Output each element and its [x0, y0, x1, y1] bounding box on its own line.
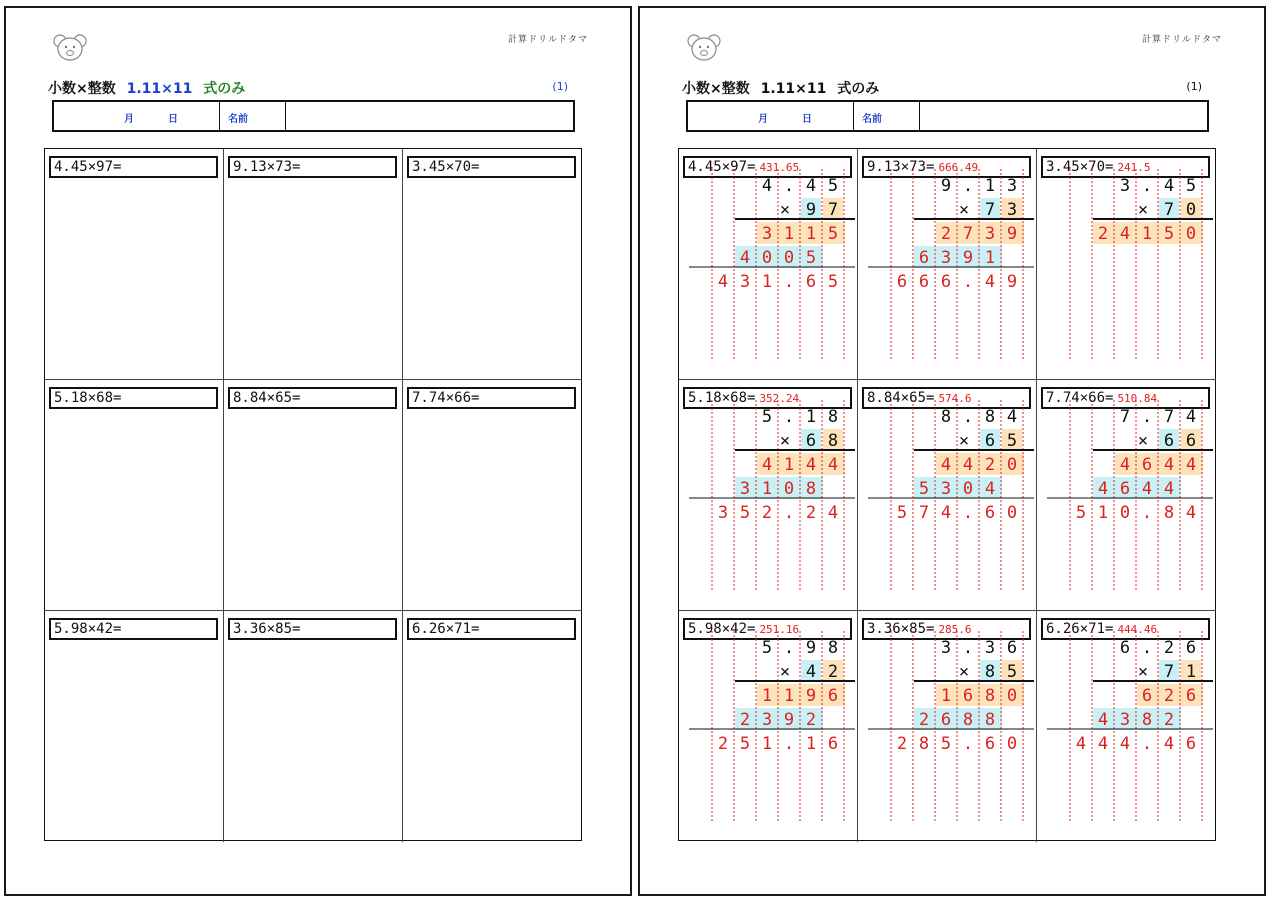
month-label: 月 [758, 114, 768, 125]
answer-text: 431.65 [759, 161, 800, 174]
multiplicand-digit: 3 [1119, 176, 1131, 196]
question-text: 9.13×73= [233, 159, 301, 175]
problem-cell [403, 380, 582, 611]
multiplicand-digit: 5 [827, 176, 839, 196]
times-sign: × [958, 662, 970, 682]
multiplicand-digit: 4 [1185, 407, 1197, 427]
partial-product-digit: 4 [1097, 710, 1109, 730]
partial-product-digit: 5 [805, 248, 817, 268]
multiplier-digit: 5 [1006, 431, 1018, 451]
problem-cell [45, 611, 224, 842]
answer-text: 574.6 [938, 392, 972, 405]
problem-question [228, 387, 397, 409]
partial-product-digit: 7 [962, 224, 974, 244]
question-text: 5.18×68= [54, 390, 122, 406]
problem-cell [1037, 611, 1216, 842]
partial-product-digit: 6 [918, 248, 930, 268]
partial-product-digit: 3 [940, 479, 952, 499]
partial-product-digit: 4 [1097, 479, 1109, 499]
multiplier-digit: 7 [1163, 200, 1175, 220]
problem-question [49, 387, 218, 409]
result-digit: 5 [739, 503, 751, 523]
partial-product-digit: 8 [962, 710, 974, 730]
title-range: 1.11×11 [760, 81, 827, 97]
answer-text: 241.5 [1117, 161, 1151, 174]
partial-product-digit: 3 [761, 710, 773, 730]
partial-product-digit: 9 [962, 248, 974, 268]
multiplier-digit: 7 [827, 200, 839, 220]
partial-product-digit: 4 [1163, 455, 1175, 475]
multiplicand-digit: 3 [940, 638, 952, 658]
problem-cell [858, 611, 1037, 842]
result-digit: 1 [805, 734, 817, 754]
long-multiplication [1037, 149, 1216, 380]
times-sign: × [779, 431, 791, 451]
result-digit: 3 [717, 503, 729, 523]
problem-question [228, 618, 397, 640]
multiplier-digit: 6 [984, 431, 996, 451]
partial-product-digit: 4 [827, 455, 839, 475]
result-digit: 5 [827, 272, 839, 292]
problem-question [407, 618, 576, 640]
multiplicand-digit: . [783, 638, 795, 658]
multiplicand-digit: . [783, 407, 795, 427]
multiplicand-digit: 5 [761, 638, 773, 658]
date-field[interactable] [54, 102, 220, 130]
title-main: 小数×整数 [48, 81, 116, 97]
multiplicand-digit: 9 [805, 638, 817, 658]
partial-product-digit: 8 [984, 686, 996, 706]
partial-product-digit: 4 [1185, 455, 1197, 475]
multiplier-digit: 2 [827, 662, 839, 682]
multiplier-digit: 9 [805, 200, 817, 220]
result-digit: 2 [805, 503, 817, 523]
result-digit: . [1141, 503, 1153, 523]
partial-product-digit: 1 [783, 455, 795, 475]
multiplicand-digit: . [1141, 638, 1153, 658]
result-digit: . [962, 503, 974, 523]
partial-product-digit: 5 [1163, 224, 1175, 244]
result-digit: 5 [896, 503, 908, 523]
partial-product-digit: 3 [739, 479, 751, 499]
title-type: 式のみ [837, 81, 880, 97]
result-digit: 1 [1097, 503, 1109, 523]
multiplicand-digit: 4 [761, 176, 773, 196]
multiplicand-digit: 3 [1006, 176, 1018, 196]
problem-question [49, 156, 218, 178]
bear-logo-icon [686, 32, 722, 62]
result-digit: 8 [918, 734, 930, 754]
partial-product-digit: 8 [1141, 710, 1153, 730]
partial-product-digit: 2 [984, 455, 996, 475]
answer-grid [678, 148, 1216, 841]
multiplicand-digit: . [783, 176, 795, 196]
title-type: 式のみ [203, 81, 246, 97]
partial-product-digit: 2 [1097, 224, 1109, 244]
partial-product-digit: 5 [918, 479, 930, 499]
question-text: 3.36×85= [233, 621, 301, 637]
multiplicand-digit: 3 [984, 638, 996, 658]
partial-product-digit: 6 [1141, 686, 1153, 706]
result-digit: 2 [761, 503, 773, 523]
long-multiplication [679, 380, 858, 611]
multiplicand-digit: 4 [1006, 407, 1018, 427]
result-digit: 3 [739, 272, 751, 292]
question-text: 6.26×71= [1046, 621, 1114, 637]
bear-logo-icon [52, 32, 88, 62]
question-text: 6.26×71= [412, 621, 480, 637]
question-text: 8.84×65= [233, 390, 301, 406]
multiplicand-digit: 8 [827, 407, 839, 427]
result-digit: 2 [717, 734, 729, 754]
result-digit: . [1141, 734, 1153, 754]
long-multiplication [679, 149, 858, 380]
sheet-number: (1) [552, 80, 568, 93]
multiplicand-digit: . [1141, 407, 1153, 427]
times-sign: × [958, 431, 970, 451]
question-text: 9.13×73= [867, 159, 935, 175]
question-text: 5.98×42= [688, 621, 756, 637]
partial-product-digit: 4 [1119, 224, 1131, 244]
result-digit: . [962, 272, 974, 292]
result-digit: 4 [827, 503, 839, 523]
multiplicand-digit: 6 [1119, 638, 1131, 658]
partial-product-digit: 6 [1185, 686, 1197, 706]
problem-cell [679, 149, 858, 380]
multiplicand-digit: 2 [1163, 638, 1175, 658]
partial-product-digit: 1 [805, 224, 817, 244]
partial-product-digit: 2 [805, 710, 817, 730]
partial-product-digit: 1 [761, 479, 773, 499]
multiplicand-digit: . [962, 176, 974, 196]
problem-cell [679, 380, 858, 611]
question-text: 3.45×70= [1046, 159, 1114, 175]
result-digit: . [962, 734, 974, 754]
result-digit: 0 [1006, 503, 1018, 523]
multiplicand-digit: 6 [1006, 638, 1018, 658]
problem-cell [858, 380, 1037, 611]
partial-product-digit: 6 [1119, 479, 1131, 499]
answer-text: 510.84 [1117, 392, 1158, 405]
multiplier-digit: 5 [1006, 662, 1018, 682]
multiplicand-digit: 9 [940, 176, 952, 196]
multiplier-digit: 1 [1185, 662, 1197, 682]
problem-cell [679, 611, 858, 842]
problem-question [407, 387, 576, 409]
question-text: 4.45×97= [688, 159, 756, 175]
partial-product-digit: 0 [783, 479, 795, 499]
partial-product-digit: 4 [962, 455, 974, 475]
title-range: 1.11×11 [126, 81, 193, 97]
multiplicand-digit: 7 [1119, 407, 1131, 427]
multiplicand-digit: 8 [940, 407, 952, 427]
multiplicand-digit: 7 [1163, 407, 1175, 427]
partial-product-digit: 3 [984, 224, 996, 244]
partial-product-digit: 2 [739, 710, 751, 730]
partial-product-digit: 6 [940, 710, 952, 730]
partial-product-digit: 0 [1185, 224, 1197, 244]
question-text: 7.74×66= [412, 390, 480, 406]
name-date-box [686, 100, 1209, 132]
multiplicand-digit: 1 [805, 407, 817, 427]
answer-text: 444.46 [1117, 623, 1158, 636]
name-date-box [52, 100, 575, 132]
multiplicand-digit: 8 [984, 407, 996, 427]
partial-product-digit: 1 [940, 686, 952, 706]
worksheet-title [48, 78, 245, 98]
partial-product-digit: 0 [761, 248, 773, 268]
result-digit: 4 [940, 503, 952, 523]
partial-product-digit: 6 [1141, 455, 1153, 475]
problem-cell [858, 149, 1037, 380]
multiplier-digit: 6 [1185, 431, 1197, 451]
result-digit: . [783, 272, 795, 292]
partial-product-digit: 9 [1006, 224, 1018, 244]
partial-product-digit: 8 [984, 710, 996, 730]
partial-product-digit: 2 [1163, 710, 1175, 730]
result-digit: 5 [940, 734, 952, 754]
problem-cell [403, 149, 582, 380]
result-digit: 1 [761, 734, 773, 754]
times-sign: × [1137, 200, 1149, 220]
month-label: 月 [124, 114, 134, 125]
problem-question [228, 156, 397, 178]
partial-product-digit: 0 [1006, 686, 1018, 706]
multiplier-digit: 8 [984, 662, 996, 682]
result-digit: 4 [1097, 734, 1109, 754]
multiplier-digit: 6 [805, 431, 817, 451]
result-digit: 2 [896, 734, 908, 754]
result-digit: 8 [1163, 503, 1175, 523]
result-digit: 4 [1075, 734, 1087, 754]
result-digit: 6 [984, 734, 996, 754]
question-text: 8.84×65= [867, 390, 935, 406]
multiplier-digit: 8 [827, 431, 839, 451]
result-digit: 7 [918, 503, 930, 523]
problem-question [407, 156, 576, 178]
answer-sheet [638, 6, 1266, 896]
long-multiplication [1037, 611, 1216, 842]
result-digit: 6 [1185, 734, 1197, 754]
partial-product-digit: 0 [1006, 455, 1018, 475]
question-text: 3.36×85= [867, 621, 935, 637]
long-multiplication [679, 611, 858, 842]
partial-product-digit: 4 [1141, 479, 1153, 499]
name-label: 名前 [854, 102, 920, 130]
problem-cell [224, 611, 403, 842]
date-field[interactable] [688, 102, 854, 130]
partial-product-digit: 4 [761, 455, 773, 475]
worksheet-title [682, 78, 879, 98]
question-text: 4.45×97= [54, 159, 122, 175]
result-digit: 4 [1185, 503, 1197, 523]
multiplicand-digit: 1 [984, 176, 996, 196]
answer-text: 251.16 [759, 623, 800, 636]
answer-text: 352.24 [759, 392, 800, 405]
result-digit: 6 [918, 272, 930, 292]
problem-cell [1037, 380, 1216, 611]
multiplicand-digit: . [962, 638, 974, 658]
partial-product-digit: 4 [984, 479, 996, 499]
multiplicand-digit: . [962, 407, 974, 427]
partial-product-digit: 2 [918, 710, 930, 730]
result-digit: 4 [1119, 734, 1131, 754]
partial-product-digit: 4 [1119, 455, 1131, 475]
result-digit: 5 [739, 734, 751, 754]
question-sheet [4, 6, 632, 896]
partial-product-digit: 0 [783, 248, 795, 268]
partial-product-digit: 3 [940, 248, 952, 268]
partial-product-digit: 1 [1141, 224, 1153, 244]
day-label: 日 [168, 114, 178, 125]
result-digit: 6 [896, 272, 908, 292]
multiplier-digit: 7 [984, 200, 996, 220]
partial-product-digit: 4 [940, 455, 952, 475]
result-digit: 6 [805, 272, 817, 292]
sheet-number: (1) [1186, 80, 1202, 93]
result-digit: 6 [984, 503, 996, 523]
multiplicand-digit: 5 [1185, 176, 1197, 196]
question-text: 5.98×42= [54, 621, 122, 637]
result-digit: 0 [1119, 503, 1131, 523]
partial-product-digit: 0 [962, 479, 974, 499]
partial-product-digit: 1 [783, 224, 795, 244]
problem-cell [1037, 149, 1216, 380]
result-digit: 0 [1006, 734, 1018, 754]
partial-product-digit: 6 [962, 686, 974, 706]
result-digit: 4 [717, 272, 729, 292]
partial-product-digit: 8 [805, 479, 817, 499]
answer-text: 666.49 [938, 161, 979, 174]
multiplier-digit: 0 [1185, 200, 1197, 220]
result-digit: 9 [1006, 272, 1018, 292]
result-digit: 6 [940, 272, 952, 292]
result-digit: 1 [761, 272, 773, 292]
result-digit: . [783, 734, 795, 754]
partial-product-digit: 1 [761, 686, 773, 706]
partial-product-digit: 9 [805, 686, 817, 706]
partial-product-digit: 4 [805, 455, 817, 475]
answer-text: 285.6 [938, 623, 972, 636]
problem-grid [44, 148, 582, 841]
partial-product-digit: 9 [783, 710, 795, 730]
name-label: 名前 [220, 102, 286, 130]
times-sign: × [1137, 431, 1149, 451]
multiplier-digit: 3 [1006, 200, 1018, 220]
times-sign: × [958, 200, 970, 220]
multiplicand-digit: 4 [805, 176, 817, 196]
times-sign: × [779, 200, 791, 220]
multiplicand-digit: 5 [761, 407, 773, 427]
multiplier-digit: 6 [1163, 431, 1175, 451]
problem-cell [45, 149, 224, 380]
problem-cell [224, 149, 403, 380]
result-digit: 4 [1163, 734, 1175, 754]
partial-product-digit: 3 [1119, 710, 1131, 730]
brand-label: 計算ドリルドタマ [507, 35, 588, 45]
partial-product-digit: 4 [1163, 479, 1175, 499]
multiplicand-digit: 4 [1163, 176, 1175, 196]
long-multiplication [858, 380, 1037, 611]
problem-cell [224, 380, 403, 611]
question-text: 7.74×66= [1046, 390, 1114, 406]
partial-product-digit: 6 [827, 686, 839, 706]
result-digit: 5 [1075, 503, 1087, 523]
multiplier-digit: 7 [1163, 662, 1175, 682]
question-text: 3.45×70= [412, 159, 480, 175]
day-label: 日 [802, 114, 812, 125]
brand-label: 計算ドリルドタマ [1141, 35, 1222, 45]
long-multiplication [858, 149, 1037, 380]
multiplicand-digit: 8 [827, 638, 839, 658]
problem-cell [45, 380, 224, 611]
problem-question [49, 618, 218, 640]
long-multiplication [858, 611, 1037, 842]
partial-product-digit: 1 [783, 686, 795, 706]
long-multiplication [1037, 380, 1216, 611]
problem-cell [403, 611, 582, 842]
multiplicand-digit: 6 [1185, 638, 1197, 658]
title-main: 小数×整数 [682, 81, 750, 97]
question-text: 5.18×68= [688, 390, 756, 406]
partial-product-digit: 1 [984, 248, 996, 268]
partial-product-digit: 3 [761, 224, 773, 244]
multiplicand-digit: . [1141, 176, 1153, 196]
partial-product-digit: 4 [739, 248, 751, 268]
result-digit: 6 [827, 734, 839, 754]
partial-product-digit: 2 [940, 224, 952, 244]
multiplier-digit: 4 [805, 662, 817, 682]
partial-product-digit: 5 [827, 224, 839, 244]
times-sign: × [779, 662, 791, 682]
times-sign: × [1137, 662, 1149, 682]
result-digit: . [783, 503, 795, 523]
partial-product-digit: 2 [1163, 686, 1175, 706]
result-digit: 4 [984, 272, 996, 292]
